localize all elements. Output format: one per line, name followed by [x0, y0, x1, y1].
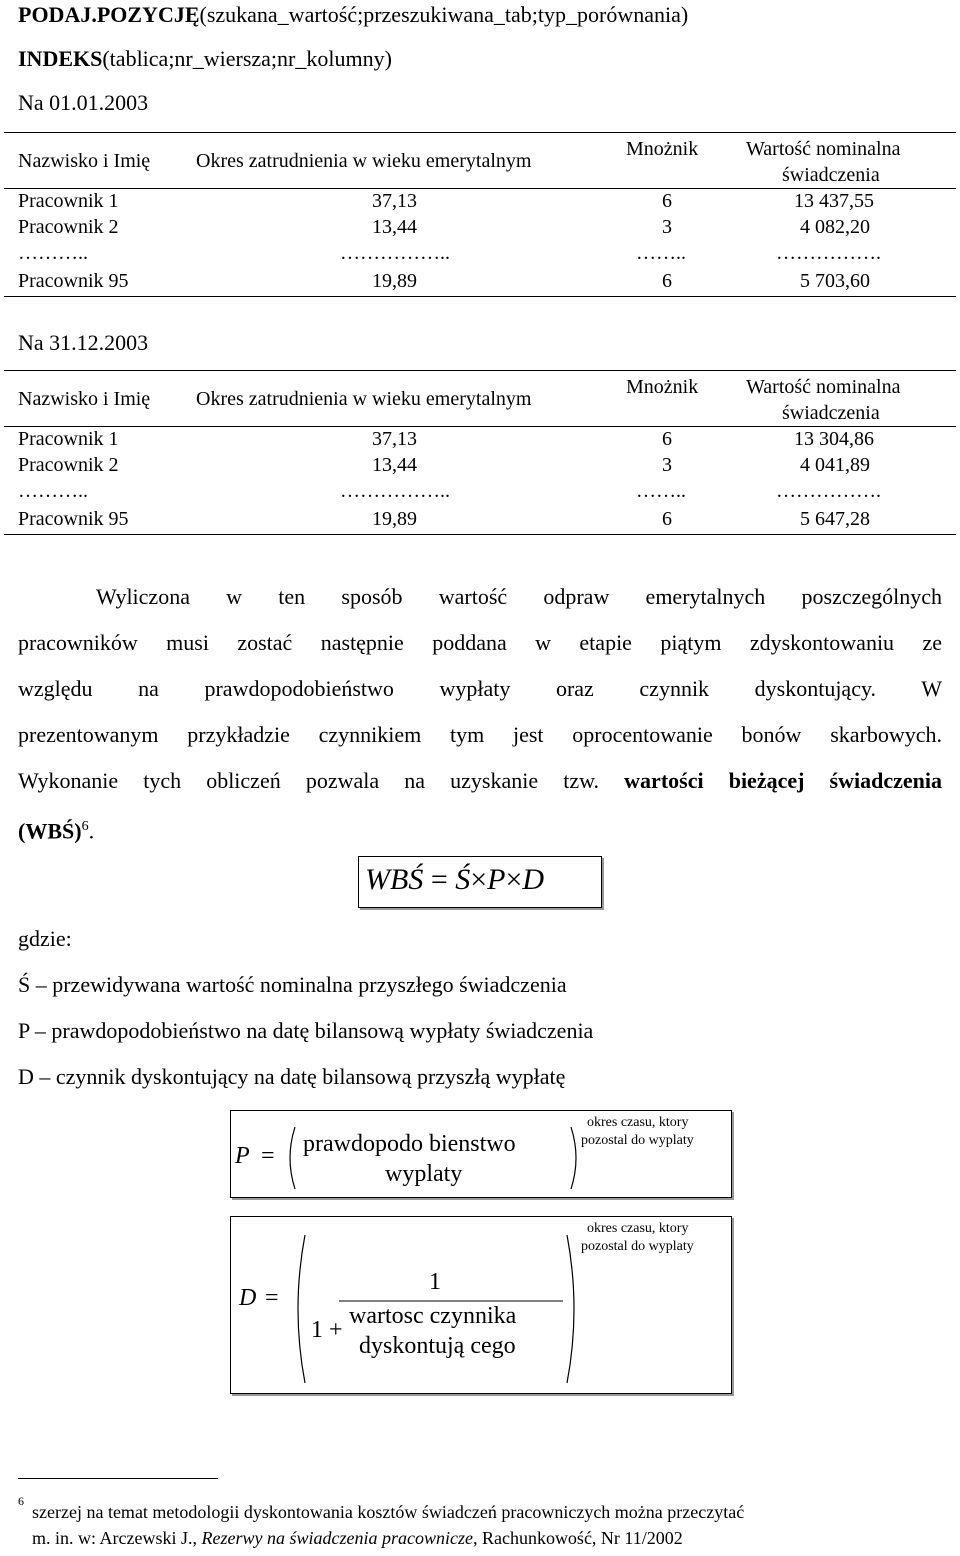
- formula-d: D: [522, 863, 545, 896]
- table-cell: 37,13: [372, 428, 417, 450]
- table-cell: 37,13: [372, 190, 417, 212]
- table-cell: 13 304,86: [794, 428, 874, 450]
- footnote-text: Rachunkowość, Nr 11/2002: [477, 1528, 683, 1548]
- table2-header-value-2: świadczenia: [782, 402, 880, 424]
- formula-d-exponent-2: pozostal do wyplaty: [581, 1239, 694, 1254]
- formula-d-box: [230, 1216, 732, 1394]
- paragraph-text: Wykonanie tych obliczeń pozwala na uzyskanie tzw.: [18, 768, 625, 793]
- formula-s: Ś: [455, 863, 471, 896]
- paragraph-line: [18, 758, 942, 804]
- table-cell: 13 437,55: [794, 190, 874, 212]
- table-cell: …………….: [776, 480, 881, 502]
- table-row: Pracownik 95: [18, 508, 129, 530]
- table-cell: …………….: [776, 242, 881, 264]
- formula-d-lhs: D: [239, 1285, 257, 1311]
- times-sign: ×: [505, 863, 523, 896]
- table1-header-name: Nazwisko i Imię: [18, 150, 151, 172]
- formula-wbs: [365, 863, 544, 897]
- table-cell: ……………..: [340, 242, 450, 264]
- function-name-indeks: INDEKS: [18, 46, 103, 71]
- table2-header-name: Nazwisko i Imię: [18, 388, 151, 410]
- table1-bottom-rule: [4, 296, 956, 297]
- legend-s: Ś – przewidywana wartość nominalna przyszłego świadczenia: [18, 972, 567, 997]
- table-cell: 6: [662, 508, 672, 530]
- formula-d-exponent-1: okres czasu, ktory: [587, 1221, 689, 1236]
- paragraph-line: prezentowanym przykładzie czynnikiem tym jest oprocentowanie bonów skarbowych.: [18, 722, 942, 747]
- paragraph-line: Wyliczona w ten sposób wartość odpraw emerytalnych poszczególnych: [96, 584, 942, 609]
- equals-sign: =: [265, 1285, 279, 1311]
- footnote-rule: [18, 1478, 218, 1479]
- paragraph-end: .: [88, 818, 95, 844]
- formula-d-denominator-2: dyskontują cego: [359, 1333, 516, 1359]
- table2-header-multiplier: Mnożnik: [626, 376, 699, 398]
- table2-header-period: Okres zatrudnienia w wieku emerytalnym: [196, 388, 532, 410]
- function-name-podaj-pozycje: PODAJ.POZYCJĘ: [18, 2, 200, 27]
- table2-date: Na 31.12.2003: [18, 330, 149, 355]
- footnote-number: 6: [18, 1494, 24, 1508]
- formula-p-numerator-1: prawdopodo bienstwo: [303, 1131, 516, 1157]
- formula-p-exponent-1: okres czasu, ktory: [587, 1115, 689, 1130]
- footnote-line-1: szerzej na temat metodologii dyskontowania kosztów świadczeń pracowniczych można przeczytać: [32, 1502, 745, 1522]
- function-line-2: [18, 46, 392, 72]
- table-row: Pracownik 1: [18, 428, 119, 450]
- formula-d-one-plus: 1 +: [311, 1317, 343, 1343]
- function-line-1: [18, 2, 688, 28]
- table-row: Pracownik 2: [18, 454, 119, 476]
- formula-d-numerator: 1: [429, 1269, 441, 1295]
- legend-p: P – prawdopodobieństwo na datę bilansową wypłaty świadczenia: [18, 1018, 594, 1043]
- formula-lhs: WBŚ: [365, 863, 424, 896]
- table-row: Pracownik 2: [18, 216, 119, 238]
- formula-p-box: [230, 1110, 732, 1198]
- function-args-2: (tablica;nr_wiersza;nr_kolumny): [102, 46, 392, 71]
- table-cell: 5 703,60: [800, 270, 870, 292]
- table-cell: 6: [662, 190, 672, 212]
- table-cell: 4 082,20: [800, 216, 870, 238]
- table-cell: 19,89: [372, 508, 417, 530]
- paragraph-line: pracowników musi zostać następnie poddana w etapie piątym zdyskontowaniu ze: [18, 630, 942, 655]
- times-sign: ×: [470, 863, 488, 896]
- table-cell: 13,44: [372, 454, 417, 476]
- body-paragraph: [18, 574, 942, 850]
- table2-header-value: Wartość nominalna: [746, 376, 901, 398]
- table1-date: Na 01.01.2003: [18, 90, 149, 115]
- table-row: ………..: [18, 242, 88, 264]
- table-cell: 13,44: [372, 216, 417, 238]
- formula-p-numerator-2: wyplaty: [385, 1161, 463, 1187]
- table-cell: ……………..: [340, 480, 450, 502]
- table1-header-multiplier: Mnożnik: [626, 138, 699, 160]
- table-cell: 6: [662, 428, 672, 450]
- paragraph-bold-abbrev: (WBŚ): [18, 818, 82, 844]
- table-row: Pracownik 95: [18, 270, 129, 292]
- table-row: ………..: [18, 480, 88, 502]
- formula-p-lhs: P: [235, 1143, 250, 1169]
- table1-header-value: Wartość nominalna: [746, 138, 901, 160]
- function-args-1: (szukana_wartość;przeszukiwana_tab;typ_porównania): [199, 2, 689, 27]
- table1-header-value-2: świadczenia: [782, 164, 880, 186]
- table-cell: ……..: [636, 480, 686, 502]
- footnote-ref: 6: [81, 819, 89, 834]
- equals-sign: =: [430, 863, 448, 896]
- table1-top-rule: [4, 132, 956, 133]
- table-cell: 3: [662, 454, 672, 476]
- table2-top-rule: [4, 370, 956, 371]
- formula-p-exponent-2: pozostal do wyplaty: [581, 1133, 694, 1148]
- table-cell: 6: [662, 270, 672, 292]
- table-cell: 19,89: [372, 270, 417, 292]
- legend-label: gdzie:: [18, 926, 72, 951]
- formula-wbs-box: [358, 856, 602, 908]
- footnote-line-2: [32, 1528, 683, 1549]
- table-cell: ……..: [636, 242, 686, 264]
- table-cell: 3: [662, 216, 672, 238]
- formula-d-denominator-1: wartosc czynnika: [349, 1303, 517, 1329]
- paragraph-line: [18, 804, 942, 850]
- table-row: Pracownik 1: [18, 190, 119, 212]
- paragraph-bold-term: wartości bieżącej świadczenia: [624, 768, 942, 793]
- equals-sign: =: [261, 1143, 275, 1169]
- footnote-text: m. in. w: Arczewski J.,: [32, 1528, 202, 1548]
- table1-header-period: Okres zatrudnienia w wieku emerytalnym: [196, 150, 532, 172]
- legend-d: D – czynnik dyskontujący na datę bilansową przyszłą wypłatę: [18, 1064, 566, 1089]
- table2-bottom-rule: [4, 534, 956, 535]
- table2-header-rule: [4, 426, 956, 427]
- table-cell: 5 647,28: [800, 508, 870, 530]
- table1-header-rule: [4, 188, 956, 189]
- formula-p: P: [487, 863, 506, 896]
- paragraph-line: względu na prawdopodobieństwo wypłaty oraz czynnik dyskontujący. W: [18, 676, 942, 701]
- footnote-title: Rezerwy na świadczenia pracownicze,: [201, 1528, 478, 1548]
- table-cell: 4 041,89: [800, 454, 870, 476]
